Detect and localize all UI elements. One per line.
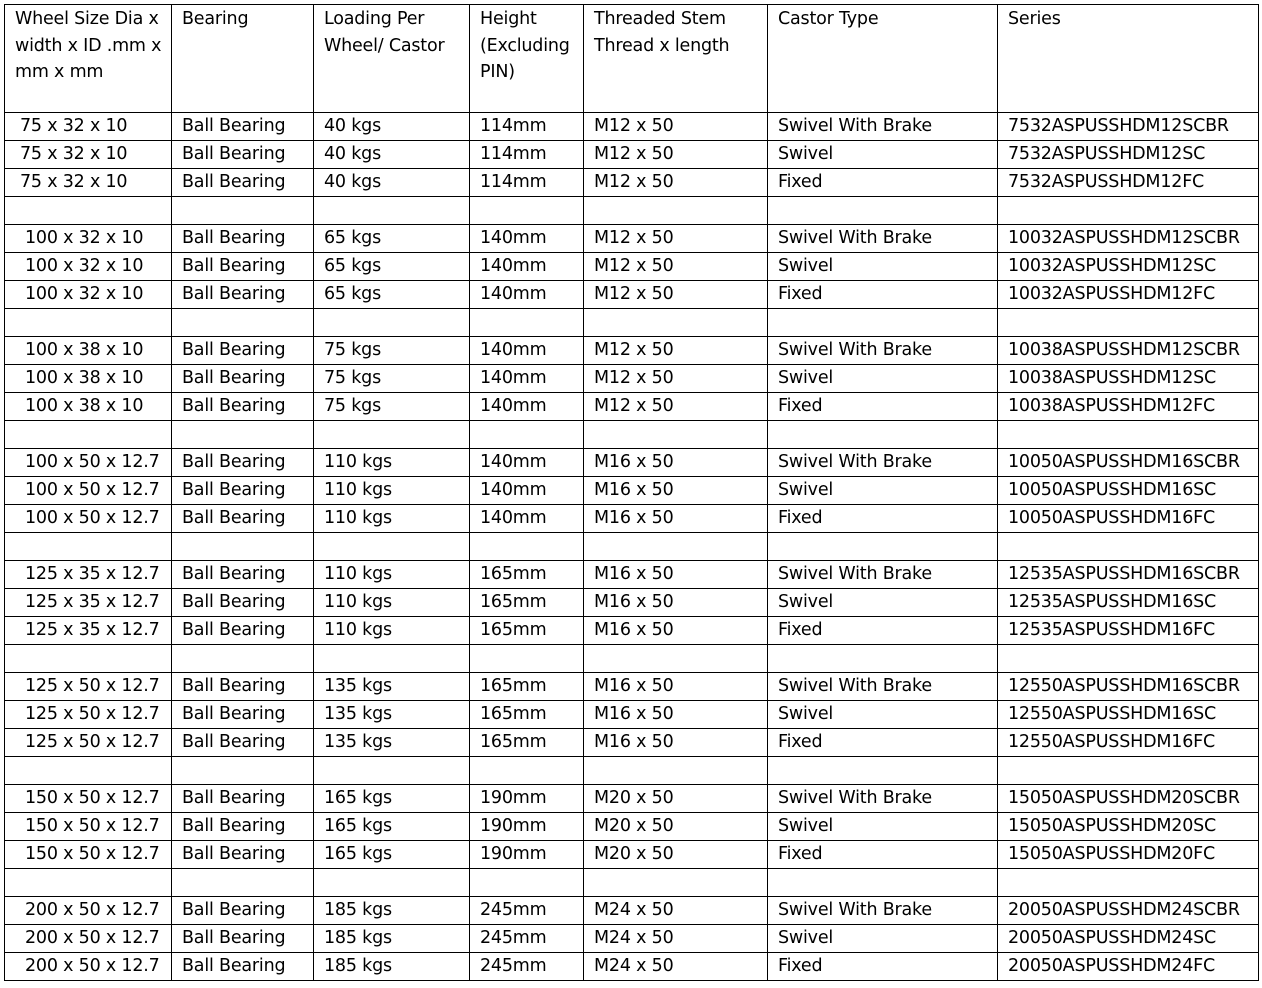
cell-loading: 65 kgs bbox=[314, 253, 470, 281]
table-row bbox=[5, 925, 1259, 953]
cell-wheel-size: 75 x 32 x 10 bbox=[5, 141, 172, 169]
cell-series: 10050ASPUSSHDM16SC bbox=[998, 477, 1259, 505]
empty-cell bbox=[470, 197, 584, 225]
cell-castor-type: Swivel With Brake bbox=[768, 561, 998, 589]
empty-cell bbox=[584, 757, 768, 785]
empty-cell bbox=[470, 421, 584, 449]
empty-cell bbox=[5, 309, 172, 337]
cell-castor-type: Swivel bbox=[768, 365, 998, 393]
cell-series: 7532ASPUSSHDM12SC bbox=[998, 141, 1259, 169]
cell-height: 140mm bbox=[470, 365, 584, 393]
spacer-row bbox=[5, 869, 1259, 897]
cell-threaded-stem: M20 x 50 bbox=[584, 813, 768, 841]
cell-height: 165mm bbox=[470, 701, 584, 729]
cell-castor-type: Fixed bbox=[768, 281, 998, 309]
empty-cell bbox=[172, 533, 314, 561]
cell-height: 245mm bbox=[470, 897, 584, 925]
cell-bearing: Ball Bearing bbox=[172, 337, 314, 365]
cell-loading: 110 kgs bbox=[314, 589, 470, 617]
cell-loading: 110 kgs bbox=[314, 561, 470, 589]
cell-wheel-size: 200 x 50 x 12.7 bbox=[5, 953, 172, 981]
empty-cell bbox=[314, 869, 470, 897]
cell-loading: 110 kgs bbox=[314, 449, 470, 477]
table-row bbox=[5, 365, 1259, 393]
table-row bbox=[5, 449, 1259, 477]
cell-loading: 165 kgs bbox=[314, 841, 470, 869]
spacer-row bbox=[5, 197, 1259, 225]
cell-series: 10032ASPUSSHDM12SCBR bbox=[998, 225, 1259, 253]
empty-cell bbox=[470, 869, 584, 897]
cell-series: 10038ASPUSSHDM12FC bbox=[998, 393, 1259, 421]
cell-wheel-size: 125 x 35 x 12.7 bbox=[5, 617, 172, 645]
cell-wheel-size: 100 x 32 x 10 bbox=[5, 253, 172, 281]
cell-loading: 40 kgs bbox=[314, 169, 470, 197]
cell-series: 15050ASPUSSHDM20SC bbox=[998, 813, 1259, 841]
empty-cell bbox=[172, 309, 314, 337]
empty-cell bbox=[172, 757, 314, 785]
cell-loading: 185 kgs bbox=[314, 953, 470, 981]
cell-loading: 135 kgs bbox=[314, 701, 470, 729]
table-row bbox=[5, 477, 1259, 505]
cell-series: 20050ASPUSSHDM24SC bbox=[998, 925, 1259, 953]
header-bearing: Bearing bbox=[172, 5, 314, 113]
cell-threaded-stem: M16 x 50 bbox=[584, 701, 768, 729]
cell-castor-type: Swivel With Brake bbox=[768, 449, 998, 477]
empty-cell bbox=[998, 533, 1259, 561]
table-row bbox=[5, 617, 1259, 645]
cell-series: 12550ASPUSSHDM16SCBR bbox=[998, 673, 1259, 701]
table-row bbox=[5, 673, 1259, 701]
cell-wheel-size: 125 x 35 x 12.7 bbox=[5, 589, 172, 617]
cell-loading: 75 kgs bbox=[314, 393, 470, 421]
empty-cell bbox=[470, 309, 584, 337]
cell-threaded-stem: M12 x 50 bbox=[584, 169, 768, 197]
cell-height: 165mm bbox=[470, 561, 584, 589]
table-row bbox=[5, 225, 1259, 253]
empty-cell bbox=[584, 309, 768, 337]
empty-cell bbox=[5, 197, 172, 225]
cell-height: 140mm bbox=[470, 337, 584, 365]
cell-series: 12535ASPUSSHDM16FC bbox=[998, 617, 1259, 645]
cell-wheel-size: 125 x 50 x 12.7 bbox=[5, 729, 172, 757]
cell-wheel-size: 125 x 50 x 12.7 bbox=[5, 673, 172, 701]
spacer-row bbox=[5, 533, 1259, 561]
table-row bbox=[5, 393, 1259, 421]
cell-wheel-size: 125 x 50 x 12.7 bbox=[5, 701, 172, 729]
spacer-row bbox=[5, 309, 1259, 337]
cell-wheel-size: 100 x 32 x 10 bbox=[5, 225, 172, 253]
cell-loading: 135 kgs bbox=[314, 673, 470, 701]
empty-cell bbox=[5, 533, 172, 561]
empty-cell bbox=[172, 869, 314, 897]
table-row bbox=[5, 701, 1259, 729]
cell-castor-type: Fixed bbox=[768, 617, 998, 645]
cell-castor-type: Fixed bbox=[768, 841, 998, 869]
cell-series: 10032ASPUSSHDM12SC bbox=[998, 253, 1259, 281]
cell-series: 7532ASPUSSHDM12SCBR bbox=[998, 113, 1259, 141]
empty-cell bbox=[470, 645, 584, 673]
cell-castor-type: Swivel bbox=[768, 253, 998, 281]
empty-cell bbox=[172, 645, 314, 673]
cell-height: 190mm bbox=[470, 841, 584, 869]
cell-threaded-stem: M12 x 50 bbox=[584, 281, 768, 309]
cell-bearing: Ball Bearing bbox=[172, 841, 314, 869]
empty-cell bbox=[584, 869, 768, 897]
empty-cell bbox=[768, 309, 998, 337]
cell-castor-type: Fixed bbox=[768, 505, 998, 533]
cell-series: 12550ASPUSSHDM16FC bbox=[998, 729, 1259, 757]
cell-bearing: Ball Bearing bbox=[172, 141, 314, 169]
cell-loading: 165 kgs bbox=[314, 813, 470, 841]
cell-threaded-stem: M16 x 50 bbox=[584, 617, 768, 645]
table-row bbox=[5, 813, 1259, 841]
table-row bbox=[5, 169, 1259, 197]
cell-bearing: Ball Bearing bbox=[172, 505, 314, 533]
table-row bbox=[5, 953, 1259, 981]
cell-bearing: Ball Bearing bbox=[172, 477, 314, 505]
cell-height: 140mm bbox=[470, 393, 584, 421]
table-row bbox=[5, 505, 1259, 533]
header-height: Height (Excluding PIN) bbox=[470, 5, 584, 113]
cell-loading: 165 kgs bbox=[314, 785, 470, 813]
cell-bearing: Ball Bearing bbox=[172, 169, 314, 197]
table-row bbox=[5, 141, 1259, 169]
cell-castor-type: Swivel bbox=[768, 925, 998, 953]
cell-castor-type: Fixed bbox=[768, 953, 998, 981]
cell-series: 7532ASPUSSHDM12FC bbox=[998, 169, 1259, 197]
cell-threaded-stem: M16 x 50 bbox=[584, 673, 768, 701]
empty-cell bbox=[998, 197, 1259, 225]
cell-loading: 135 kgs bbox=[314, 729, 470, 757]
empty-cell bbox=[768, 645, 998, 673]
cell-series: 10050ASPUSSHDM16SCBR bbox=[998, 449, 1259, 477]
cell-threaded-stem: M24 x 50 bbox=[584, 897, 768, 925]
cell-wheel-size: 150 x 50 x 12.7 bbox=[5, 813, 172, 841]
cell-series: 12550ASPUSSHDM16SC bbox=[998, 701, 1259, 729]
cell-castor-type: Fixed bbox=[768, 393, 998, 421]
cell-bearing: Ball Bearing bbox=[172, 561, 314, 589]
castor-spec-table bbox=[4, 4, 1259, 981]
empty-cell bbox=[172, 197, 314, 225]
header-wheel-size: Wheel Size Dia x width x ID .mm x mm x mm bbox=[5, 5, 172, 113]
cell-bearing: Ball Bearing bbox=[172, 729, 314, 757]
cell-height: 114mm bbox=[470, 141, 584, 169]
empty-cell bbox=[470, 757, 584, 785]
cell-height: 165mm bbox=[470, 617, 584, 645]
cell-threaded-stem: M16 x 50 bbox=[584, 477, 768, 505]
cell-castor-type: Swivel With Brake bbox=[768, 337, 998, 365]
cell-wheel-size: 100 x 50 x 12.7 bbox=[5, 505, 172, 533]
cell-height: 190mm bbox=[470, 785, 584, 813]
cell-loading: 185 kgs bbox=[314, 897, 470, 925]
cell-bearing: Ball Bearing bbox=[172, 113, 314, 141]
empty-cell bbox=[998, 757, 1259, 785]
table-row bbox=[5, 729, 1259, 757]
cell-height: 114mm bbox=[470, 113, 584, 141]
empty-cell bbox=[584, 421, 768, 449]
table-row bbox=[5, 785, 1259, 813]
cell-threaded-stem: M12 x 50 bbox=[584, 365, 768, 393]
cell-bearing: Ball Bearing bbox=[172, 673, 314, 701]
cell-series: 15050ASPUSSHDM20FC bbox=[998, 841, 1259, 869]
empty-cell bbox=[768, 197, 998, 225]
cell-bearing: Ball Bearing bbox=[172, 785, 314, 813]
cell-wheel-size: 150 x 50 x 12.7 bbox=[5, 841, 172, 869]
table-row bbox=[5, 337, 1259, 365]
cell-castor-type: Swivel With Brake bbox=[768, 897, 998, 925]
cell-series: 12535ASPUSSHDM16SC bbox=[998, 589, 1259, 617]
cell-castor-type: Swivel With Brake bbox=[768, 225, 998, 253]
cell-series: 20050ASPUSSHDM24FC bbox=[998, 953, 1259, 981]
cell-bearing: Ball Bearing bbox=[172, 617, 314, 645]
empty-cell bbox=[172, 421, 314, 449]
cell-height: 140mm bbox=[470, 449, 584, 477]
empty-cell bbox=[5, 645, 172, 673]
spacer-row bbox=[5, 645, 1259, 673]
spacer-row bbox=[5, 757, 1259, 785]
spacer-row bbox=[5, 421, 1259, 449]
cell-bearing: Ball Bearing bbox=[172, 589, 314, 617]
empty-cell bbox=[5, 421, 172, 449]
cell-bearing: Ball Bearing bbox=[172, 701, 314, 729]
empty-cell bbox=[768, 533, 998, 561]
cell-wheel-size: 100 x 38 x 10 bbox=[5, 393, 172, 421]
cell-series: 10050ASPUSSHDM16FC bbox=[998, 505, 1259, 533]
cell-bearing: Ball Bearing bbox=[172, 897, 314, 925]
table-row bbox=[5, 589, 1259, 617]
table-row bbox=[5, 841, 1259, 869]
cell-loading: 110 kgs bbox=[314, 477, 470, 505]
table-row bbox=[5, 113, 1259, 141]
cell-threaded-stem: M16 x 50 bbox=[584, 729, 768, 757]
cell-threaded-stem: M12 x 50 bbox=[584, 337, 768, 365]
cell-bearing: Ball Bearing bbox=[172, 449, 314, 477]
cell-castor-type: Swivel With Brake bbox=[768, 673, 998, 701]
cell-threaded-stem: M12 x 50 bbox=[584, 253, 768, 281]
cell-height: 140mm bbox=[470, 225, 584, 253]
cell-bearing: Ball Bearing bbox=[172, 281, 314, 309]
cell-loading: 65 kgs bbox=[314, 281, 470, 309]
cell-castor-type: Swivel With Brake bbox=[768, 113, 998, 141]
cell-threaded-stem: M24 x 50 bbox=[584, 953, 768, 981]
empty-cell bbox=[314, 197, 470, 225]
cell-height: 114mm bbox=[470, 169, 584, 197]
cell-wheel-size: 75 x 32 x 10 bbox=[5, 113, 172, 141]
cell-bearing: Ball Bearing bbox=[172, 925, 314, 953]
cell-threaded-stem: M12 x 50 bbox=[584, 141, 768, 169]
cell-bearing: Ball Bearing bbox=[172, 365, 314, 393]
cell-bearing: Ball Bearing bbox=[172, 813, 314, 841]
cell-series: 15050ASPUSSHDM20SCBR bbox=[998, 785, 1259, 813]
cell-loading: 40 kgs bbox=[314, 113, 470, 141]
cell-wheel-size: 100 x 38 x 10 bbox=[5, 337, 172, 365]
empty-cell bbox=[768, 869, 998, 897]
table-row bbox=[5, 253, 1259, 281]
header-series: Series bbox=[998, 5, 1259, 113]
empty-cell bbox=[768, 757, 998, 785]
cell-bearing: Ball Bearing bbox=[172, 393, 314, 421]
cell-height: 140mm bbox=[470, 477, 584, 505]
cell-height: 165mm bbox=[470, 589, 584, 617]
cell-castor-type: Swivel bbox=[768, 477, 998, 505]
cell-threaded-stem: M12 x 50 bbox=[584, 393, 768, 421]
cell-threaded-stem: M12 x 50 bbox=[584, 225, 768, 253]
empty-cell bbox=[998, 645, 1259, 673]
cell-height: 165mm bbox=[470, 673, 584, 701]
empty-cell bbox=[584, 645, 768, 673]
cell-threaded-stem: M20 x 50 bbox=[584, 841, 768, 869]
empty-cell bbox=[470, 533, 584, 561]
cell-wheel-size: 150 x 50 x 12.7 bbox=[5, 785, 172, 813]
empty-cell bbox=[768, 421, 998, 449]
header-threaded-stem: Threaded Stem Thread x length bbox=[584, 5, 768, 113]
cell-loading: 110 kgs bbox=[314, 617, 470, 645]
cell-series: 10038ASPUSSHDM12SCBR bbox=[998, 337, 1259, 365]
table-row bbox=[5, 561, 1259, 589]
empty-cell bbox=[314, 645, 470, 673]
empty-cell bbox=[5, 869, 172, 897]
empty-cell bbox=[998, 421, 1259, 449]
empty-cell bbox=[314, 533, 470, 561]
cell-series: 10032ASPUSSHDM12FC bbox=[998, 281, 1259, 309]
empty-cell bbox=[314, 757, 470, 785]
table-body bbox=[5, 113, 1259, 981]
table-row bbox=[5, 897, 1259, 925]
header-row bbox=[5, 5, 1259, 113]
cell-wheel-size: 100 x 38 x 10 bbox=[5, 365, 172, 393]
cell-loading: 75 kgs bbox=[314, 337, 470, 365]
empty-cell bbox=[998, 309, 1259, 337]
cell-threaded-stem: M12 x 50 bbox=[584, 113, 768, 141]
cell-loading: 65 kgs bbox=[314, 225, 470, 253]
cell-loading: 75 kgs bbox=[314, 365, 470, 393]
cell-threaded-stem: M16 x 50 bbox=[584, 449, 768, 477]
cell-series: 10038ASPUSSHDM12SC bbox=[998, 365, 1259, 393]
empty-cell bbox=[998, 869, 1259, 897]
cell-wheel-size: 200 x 50 x 12.7 bbox=[5, 925, 172, 953]
empty-cell bbox=[314, 421, 470, 449]
cell-loading: 110 kgs bbox=[314, 505, 470, 533]
cell-loading: 40 kgs bbox=[314, 141, 470, 169]
cell-castor-type: Swivel With Brake bbox=[768, 785, 998, 813]
cell-threaded-stem: M20 x 50 bbox=[584, 785, 768, 813]
cell-threaded-stem: M16 x 50 bbox=[584, 505, 768, 533]
cell-height: 245mm bbox=[470, 953, 584, 981]
cell-loading: 185 kgs bbox=[314, 925, 470, 953]
cell-series: 20050ASPUSSHDM24SCBR bbox=[998, 897, 1259, 925]
cell-height: 165mm bbox=[470, 729, 584, 757]
cell-wheel-size: 125 x 35 x 12.7 bbox=[5, 561, 172, 589]
cell-wheel-size: 200 x 50 x 12.7 bbox=[5, 897, 172, 925]
empty-cell bbox=[584, 197, 768, 225]
cell-threaded-stem: M16 x 50 bbox=[584, 589, 768, 617]
cell-height: 140mm bbox=[470, 253, 584, 281]
cell-threaded-stem: M24 x 50 bbox=[584, 925, 768, 953]
cell-height: 245mm bbox=[470, 925, 584, 953]
cell-height: 140mm bbox=[470, 281, 584, 309]
cell-wheel-size: 75 x 32 x 10 bbox=[5, 169, 172, 197]
empty-cell bbox=[5, 757, 172, 785]
cell-castor-type: Swivel bbox=[768, 141, 998, 169]
cell-castor-type: Swivel bbox=[768, 813, 998, 841]
cell-castor-type: Swivel bbox=[768, 589, 998, 617]
cell-wheel-size: 100 x 32 x 10 bbox=[5, 281, 172, 309]
header-castor-type: Castor Type bbox=[768, 5, 998, 113]
empty-cell bbox=[314, 309, 470, 337]
empty-cell bbox=[584, 533, 768, 561]
cell-height: 190mm bbox=[470, 813, 584, 841]
cell-wheel-size: 100 x 50 x 12.7 bbox=[5, 449, 172, 477]
table-row bbox=[5, 281, 1259, 309]
cell-series: 12535ASPUSSHDM16SCBR bbox=[998, 561, 1259, 589]
header-loading: Loading Per Wheel/ Castor bbox=[314, 5, 470, 113]
cell-bearing: Ball Bearing bbox=[172, 225, 314, 253]
cell-wheel-size: 100 x 50 x 12.7 bbox=[5, 477, 172, 505]
cell-bearing: Ball Bearing bbox=[172, 953, 314, 981]
cell-threaded-stem: M16 x 50 bbox=[584, 561, 768, 589]
cell-castor-type: Swivel bbox=[768, 701, 998, 729]
cell-bearing: Ball Bearing bbox=[172, 253, 314, 281]
cell-height: 140mm bbox=[470, 505, 584, 533]
cell-castor-type: Fixed bbox=[768, 729, 998, 757]
cell-castor-type: Fixed bbox=[768, 169, 998, 197]
